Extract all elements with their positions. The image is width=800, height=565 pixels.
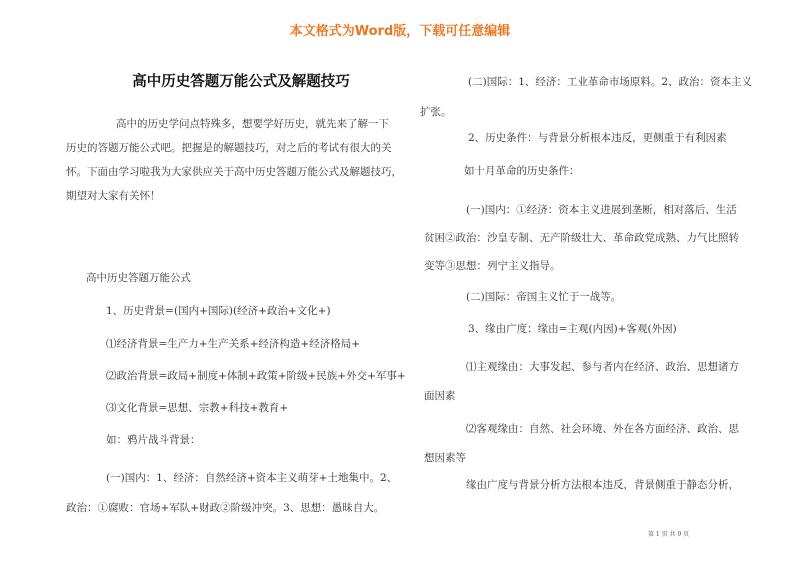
cultural-background-paragraph [106,400,288,415]
text-line: 面因素 [424,390,456,402]
text-line: 高中历史答题万能公式 [86,272,191,284]
section-heading [86,270,191,285]
text-line: 变等③思想：列宁主义指导。 [424,260,561,272]
text-line: 缘由广度与背景分析方法根本违反，背景侧重于静态分析， [466,479,739,491]
text-line: ⑴经济背景=生产力+生产关系+经济构造+经济格局+ [106,338,360,350]
text-line: 扩张。 [420,106,452,118]
international-paragraph [420,67,753,127]
text-line: 历史的答题万能公式吧。把握是的解题技巧，对之后的考试有很大的关 [66,142,392,154]
text-line: 1、历史背景=(国内+国际)(经济+政治+文化+) [106,305,331,317]
historical-conditions-paragraph [468,130,727,145]
page-number-footer: 第 1 页 共 9 页 [648,531,690,538]
economic-background-paragraph [106,336,360,351]
subjective-cause-paragraph [424,353,739,411]
text-line: 想因素等 [424,452,466,464]
text-line: 贫困②政治：沙皇专制、无产阶级壮大、革命政党成熟、力气比照转 [424,232,739,244]
october-revolution-paragraph [464,163,580,178]
text-line: ⑶文化背景=思想、宗教+科技+教育+ [106,402,289,414]
revolution-domestic-paragraph [424,196,739,280]
revolution-international-paragraph [466,289,621,304]
text-line: 政治：①腐败：官场+军队+财政②阶级冲突。3、思想：愚昧自大。 [66,502,385,514]
text-line: 2、历史条件：与背景分析根本违反，更侧重于有利因素 [468,132,727,144]
cause-breadth-paragraph [468,321,677,336]
text-line: (一)国内：1、经济：自然经济+资本主义萌芽+土地集中。2、 [106,472,398,484]
text-line: ⑴主观缘由：大事发起、参与者内在经济、政治、思想诸方 [466,361,739,373]
formula-paragraph [106,303,331,318]
text-line: (二)国际：1、经济：工业革命市场原料。2、政治：资本主义 [468,76,753,88]
text-line: 如十月革命的历史条件： [464,165,580,177]
text-line: 高中的历史学问点特殊多，想要学好历史，就先来了解一下 [116,118,389,130]
domestic-paragraph [66,463,397,523]
political-background-paragraph [106,368,406,383]
text-line: ⑵政治背景=政局+制度+体制+政策+阶级+民族+外交+军事+ [106,370,406,382]
text-line: (一)国内：①经济：资本主义进展到垄断，相对落后、生活 [466,204,737,216]
text-line: 期望对大家有关怀！ [66,190,161,202]
example-paragraph [106,432,201,447]
document-title: 高中历史答题万能公式及解题技巧 [132,73,350,90]
intro-paragraph [66,112,402,208]
cause-analysis-paragraph [466,477,739,492]
text-line: 怀。下面由学习啦我为大家供应关于高中历史答题万能公式及解题技巧， [66,166,402,178]
text-line: 如：鸦片战斗背景： [106,434,201,446]
text-line: ⑵客观缘由：自然、社会环境、外在各方面经济、政治、思 [466,423,739,435]
objective-cause-paragraph [424,415,739,473]
word-format-banner: 本文格式为Word版，下载可任意编辑 [289,24,511,39]
text-line: (二)国际：帝国主义忙于一战等。 [466,291,622,303]
text-line: 3、缘由广度：缘由=主观(内因)+客观(外因) [468,323,677,335]
